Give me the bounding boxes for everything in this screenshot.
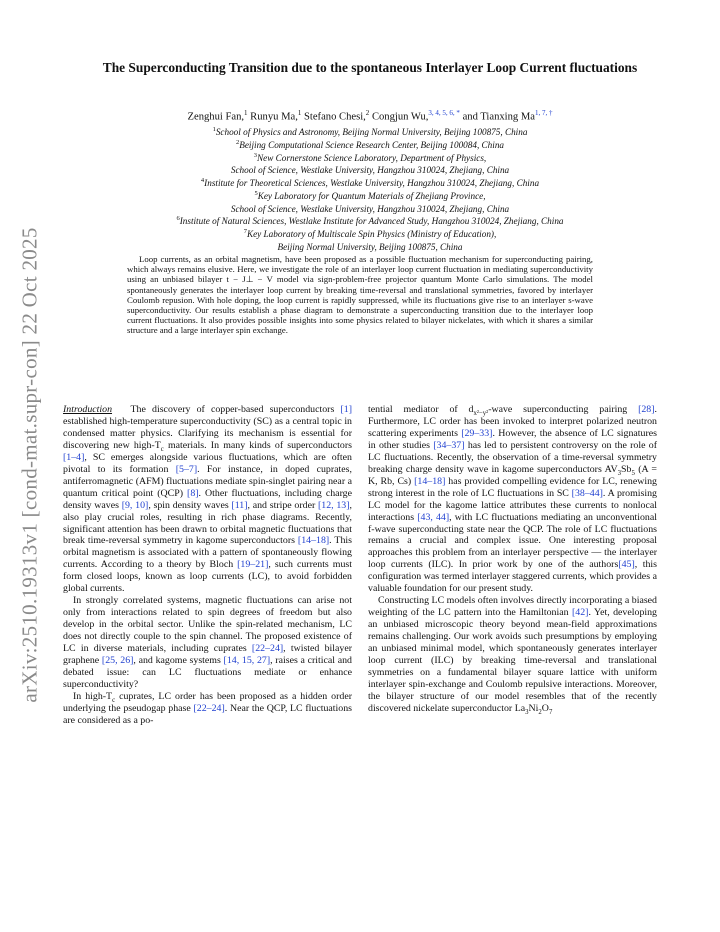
body-text: , and kagome systems [133, 655, 224, 667]
affiliation-line: $^4$Institute for Theoretical Sciences, Westlake University, Hangzhou 310024, Zhejiang, China [200, 177, 540, 189]
citation-link[interactable]: [29–33] [461, 427, 493, 439]
citation-link[interactable]: [28] [638, 404, 655, 415]
paragraph [63, 691, 352, 727]
subscript-text: 2 [538, 708, 542, 716]
body-text: , with LC fluctuations mediating an unconventional f-wave superconducting state near the QCP. The role of LC fluctuations remains a crucial and complex issue. One interesting proposal approaches this problem from an interlayer perspective — the interlayer loop currents (ILC). In prior work by one of the authors [368, 511, 657, 571]
body-text: . However, the absence of LC signatures in other studies [368, 427, 657, 451]
citation-link[interactable]: [12, 13] [318, 499, 350, 511]
author-list [80, 109, 660, 123]
affiliation-line: School of Science, Westlake University, Hangzhou 310024, Zhejiang, China [230, 203, 510, 214]
body-text: , such currents must form closed loops, known as loop currents (LC), to avoid forbidden global currents. [63, 559, 352, 595]
body-text: (A = K, Rb, Cs) [368, 463, 657, 487]
citation-link[interactable]: [14–18] [414, 475, 446, 487]
body-text: , spin density waves [148, 499, 232, 511]
body-text: . For instance, in doped cuprates, antiferromagnetic (AFM) fluctuations mediate spin-singlet pairing near a quantum critical point (QCP) [63, 463, 352, 499]
paper-title: The Superconducting Transition due to the spontaneous Interlayer Loop Current fluctuations [102, 60, 638, 75]
citation-link[interactable]: [43, 44] [417, 511, 450, 523]
affiliation-line: $^2$Beijing Computational Science Research Center, Beijing 100084, China [235, 138, 505, 150]
section-heading: Introduction [63, 404, 113, 415]
citation-link[interactable]: [14–18] [297, 535, 330, 547]
body-text: has provided compelling evidence for LC, renewing strong interest in the role of LC fluctuations in SC [368, 475, 657, 499]
subscript-text: 5 [631, 469, 635, 477]
affiliation-list [80, 125, 660, 253]
body-text: , raises a critical and debated issue: can LC fluctuations mediate or enhance superconductivity? [63, 655, 352, 690]
affiliation-line: Beijing Normal University, Beijing 100875, China [277, 241, 463, 252]
subscript-text: x²−y² [473, 409, 489, 417]
citation-link[interactable]: [1] [340, 404, 352, 415]
body-text: materials. In many kinds of superconductors [163, 439, 352, 451]
affiliation-line: $^7$Key Laboratory of Multiscale Spin Physics (Ministry of Education), [243, 228, 497, 240]
body-text: . Near the QCP, LC fluctuations are considered as a po- [63, 702, 352, 726]
subscript-text: 7 [548, 708, 553, 716]
author-name: and Tianxing Ma [459, 111, 535, 123]
author-affiliation-mark[interactable]: 3, 4, 5, 6, * [428, 109, 460, 117]
body-text: . Furthermore, LC order has been invoked to interpret polarized neutron scattering experiments [368, 404, 657, 439]
body-text: . A promising LC model for the kagome lattice attributes these currents to nonlocal interactions [368, 487, 657, 523]
citation-link[interactable]: [42] [571, 607, 589, 619]
body-text: , SC emerges alongside various fluctuations, which are often pivotal to its formation [63, 451, 352, 475]
body-text: . Other fluctuations, including charge density waves [63, 487, 352, 511]
citation-link[interactable]: [8] [187, 487, 199, 499]
body-text: O [541, 702, 549, 714]
citation-link[interactable]: [19–21] [237, 559, 269, 571]
affiliation-line: $^6$Institute of Natural Sciences, Westlake Institute for Advanced Study, Hangzhou 310024, Zhejiang, China [176, 215, 564, 227]
paragraph [63, 404, 352, 595]
affiliation-line: $^5$Key Laboratory for Quantum Materials of Zhejiang Province, [254, 189, 486, 201]
body-text: . Yet, developing an unbiased microscopic theory beyond mean-field approximations remains challenging. Our work avoids such presumptions by employing an unbiased minimal model, which spontaneously generates interlayer loop current (ILC) by breaking time-reversal and translational symmetries on a fundamental bilayer square lattice with uniform interlayer spin-exchange and Coulomb repulsive interactions. Moreover, the bilayer structure of our model resembles that of the recently discovered nickelate superconductor La [368, 607, 657, 714]
citation-link[interactable]: [38–44] [571, 487, 603, 499]
citation-link[interactable]: [22–24] [193, 702, 225, 714]
affiliation-line: School of Science, Westlake University, Hangzhou 310024, Zhejiang, China [230, 165, 510, 176]
citation-link[interactable]: [9, 10] [121, 499, 149, 511]
body-text: has led to persistent controversy on the role of LC fluctuations. Recently, the observation of a time-reversal symmetry breaking charge density wave in kagome superconductors AV [368, 439, 657, 475]
body-text: The discovery of copper-based superconductors [130, 404, 341, 415]
subscript-text: 3 [525, 708, 529, 716]
author-name: Stefano Chesi, [301, 111, 366, 123]
affiliation-line: $^3$New Cornerstone Science Laboratory, Department of Physics, [253, 151, 487, 163]
body-text: established high-temperature superconductivity (SC) as a central topic in condensed matter physics. Clarifying its mechanism is essential for discovering new high-T [63, 415, 352, 451]
body-text: Ni [528, 702, 539, 714]
body-text: Sb [621, 463, 632, 475]
author-affiliation-mark[interactable]: 1, 7, † [534, 109, 553, 117]
abstract: Loop currents, as an orbital magnetism, have been proposed as a possible fluctuation mechanism for superconducting pairing, which always remains elusive. Here, we investigate the role of an interlayer loop current fluctuation in mediating superconductivity using an unbiased bilayer t − J⊥ − V model via sign-problem-free projector quantum Monte Carlo simulations. The model spontaneously generates the interlayer loop current by breaking time-reversal and translational symmetries, favored by interlayer Coulomb repusion. With hole doping, the loop current is rapidly suppressed, while its fluctuations give rise to an interlayer s-wave superconductivity. Our results establish a phase diagram to demonstrate a superconducting transition due to the interlayer loop current fluctuations. It also provides possible insights into some physics related to bilayer nickelates, with which it shares a similar structure and a large interlayer spin exchange. [127, 254, 593, 336]
citation-link[interactable]: [5–7] [175, 463, 198, 475]
affiliation-line: $^1$School of Physics and Astronomy, Beijing Normal University, Beijing 100875, China [212, 126, 528, 138]
citation-link[interactable]: [45] [618, 559, 635, 571]
author-name: Zenghui Fan, [187, 111, 245, 123]
body-text: In strongly correlated systems, magnetic fluctuations can arise not only from interactions related to spin degrees of freedom but also develop in the orbital sector. Unlike the spin-related mechanism, LC does not directly couple to the spin channel. The proposed existence of LC in diverse materials, including cuprates [63, 595, 352, 655]
citation-link[interactable]: [25, 26] [101, 655, 134, 667]
body-text: -wave superconducting pairing [488, 404, 639, 415]
author-affiliation-mark: 1 [297, 109, 302, 117]
arxiv-identifier: arXiv:2510.19313v1 [cond-mat.supr-con] 22 Oct 2025 [17, 227, 42, 703]
citation-link[interactable]: [22–24] [251, 643, 284, 655]
body-text: . This orbital magnetism is associated with a pattern of spontaneously flowing currents. According to a theory by Bloch [63, 535, 352, 571]
body-column-left [63, 404, 352, 727]
author-affiliation-mark: 2 [365, 109, 370, 117]
citation-link[interactable]: [34–37] [433, 439, 465, 451]
body-text: cuprates, LC order has been proposed as a hidden order underlying the pseudogap phase [63, 690, 352, 714]
citation-link[interactable]: [1–4] [63, 451, 85, 463]
body-text: , and stripe order [247, 499, 318, 511]
citation-link[interactable]: [11] [231, 499, 248, 511]
author-name: Runyu Ma, [247, 111, 298, 123]
body-text: , also play crucial roles, resulting in rich phase diagrams. Recently, significant attention has been drawn to orbital magnetic fluctuations that break time-reversal symmetry in kagome superconductors [63, 499, 353, 547]
body-text: tential mediator of d [368, 404, 474, 415]
body-column-right [368, 404, 657, 715]
body-text: Constructing LC models often involves directly incorporating a biased weighting of the LC pattern into the Hamiltonian [368, 595, 657, 619]
author-affiliation-mark: 1 [244, 109, 248, 117]
paragraph [368, 595, 657, 715]
body-text: , this configuration was termed interlayer staggered currents, which provides a valuable foundation for our present study. [368, 559, 657, 595]
subscript-text: 3 [617, 469, 621, 477]
body-text: In high-T [73, 690, 113, 702]
paragraph [368, 404, 657, 595]
author-name: Congjun Wu, [369, 111, 429, 123]
subscript-text: c [112, 696, 116, 704]
body-text: , twisted bilayer graphene [63, 643, 352, 667]
paragraph [63, 595, 352, 691]
citation-link[interactable]: [14, 15, 27] [223, 655, 271, 667]
subscript-text: c [160, 445, 164, 453]
